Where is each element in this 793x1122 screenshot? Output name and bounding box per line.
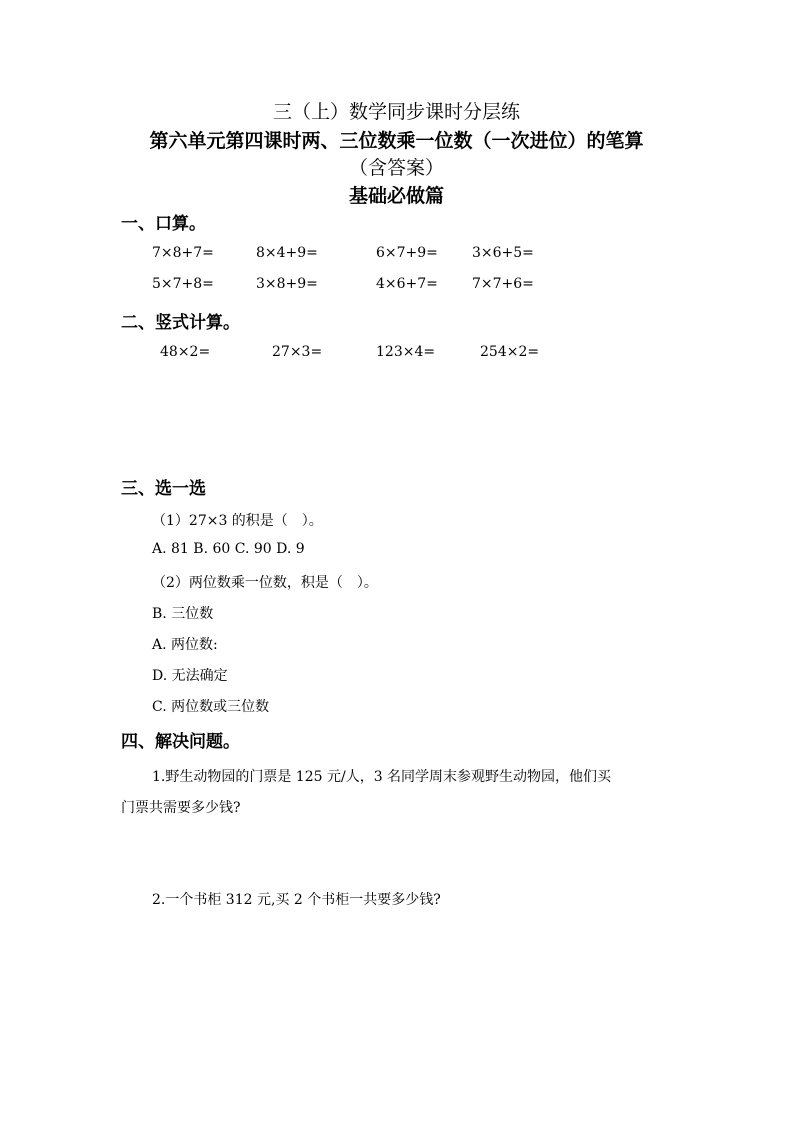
section-word-problems-heading: 四、解决问题。 bbox=[121, 732, 240, 752]
question-2-option: D. 无法确定 bbox=[152, 668, 228, 684]
mental-math-item: 3×8+9= bbox=[256, 276, 318, 292]
document-title: 三（上）数学同步课时分层练 bbox=[272, 101, 520, 123]
mental-math-item: 7×8+7= bbox=[152, 245, 214, 261]
mental-math-item: 3×6+5= bbox=[472, 245, 534, 261]
question-2-option: A. 两位数: bbox=[152, 637, 218, 653]
lesson-subtitle: 第六单元第四课时两、三位数乘一位数（一次进位）的笔算 bbox=[149, 130, 644, 152]
vertical-calc-item: 254×2= bbox=[480, 344, 540, 360]
vertical-calc-item: 48×2= bbox=[160, 344, 211, 360]
section-multiple-choice-heading: 三、选一选 bbox=[121, 479, 206, 499]
section-mental-math-heading: 一、口算。 bbox=[121, 214, 206, 234]
answer-note: （含答案） bbox=[348, 157, 444, 179]
mental-math-item: 8×4+9= bbox=[256, 245, 318, 261]
question-1: （1）27×3 的积是（ ）。 bbox=[152, 513, 323, 529]
word-problem-1-line2: 门票共需要多少钱? bbox=[121, 800, 241, 816]
vertical-calc-item: 27×3= bbox=[272, 344, 323, 360]
mental-math-item: 4×6+7= bbox=[376, 276, 438, 292]
question-2: （2）两位数乘一位数，积是（ ）。 bbox=[152, 575, 378, 591]
word-problem-2: 2.一个书柜 312 元,买 2 个书柜一共要多少钱? bbox=[152, 892, 441, 908]
section-vertical-calc-heading: 二、竖式计算。 bbox=[121, 313, 240, 333]
vertical-calc-item: 123×4= bbox=[376, 344, 436, 360]
question-2-option: B. 三位数 bbox=[152, 606, 214, 622]
question-2-option: C. 两位数或三位数 bbox=[152, 699, 270, 715]
question-1-options: A. 81 B. 60 C. 90 D. 9 bbox=[152, 541, 305, 557]
mental-math-item: 6×7+9= bbox=[376, 245, 438, 261]
level-heading: 基础必做篇 bbox=[348, 185, 444, 207]
mental-math-item: 5×7+8= bbox=[152, 276, 214, 292]
mental-math-item: 7×7+6= bbox=[472, 276, 534, 292]
word-problem-1-line1: 1.野生动物园的门票是 125 元/人，3 名同学周末参观野生动物园，他们买 bbox=[152, 769, 612, 785]
